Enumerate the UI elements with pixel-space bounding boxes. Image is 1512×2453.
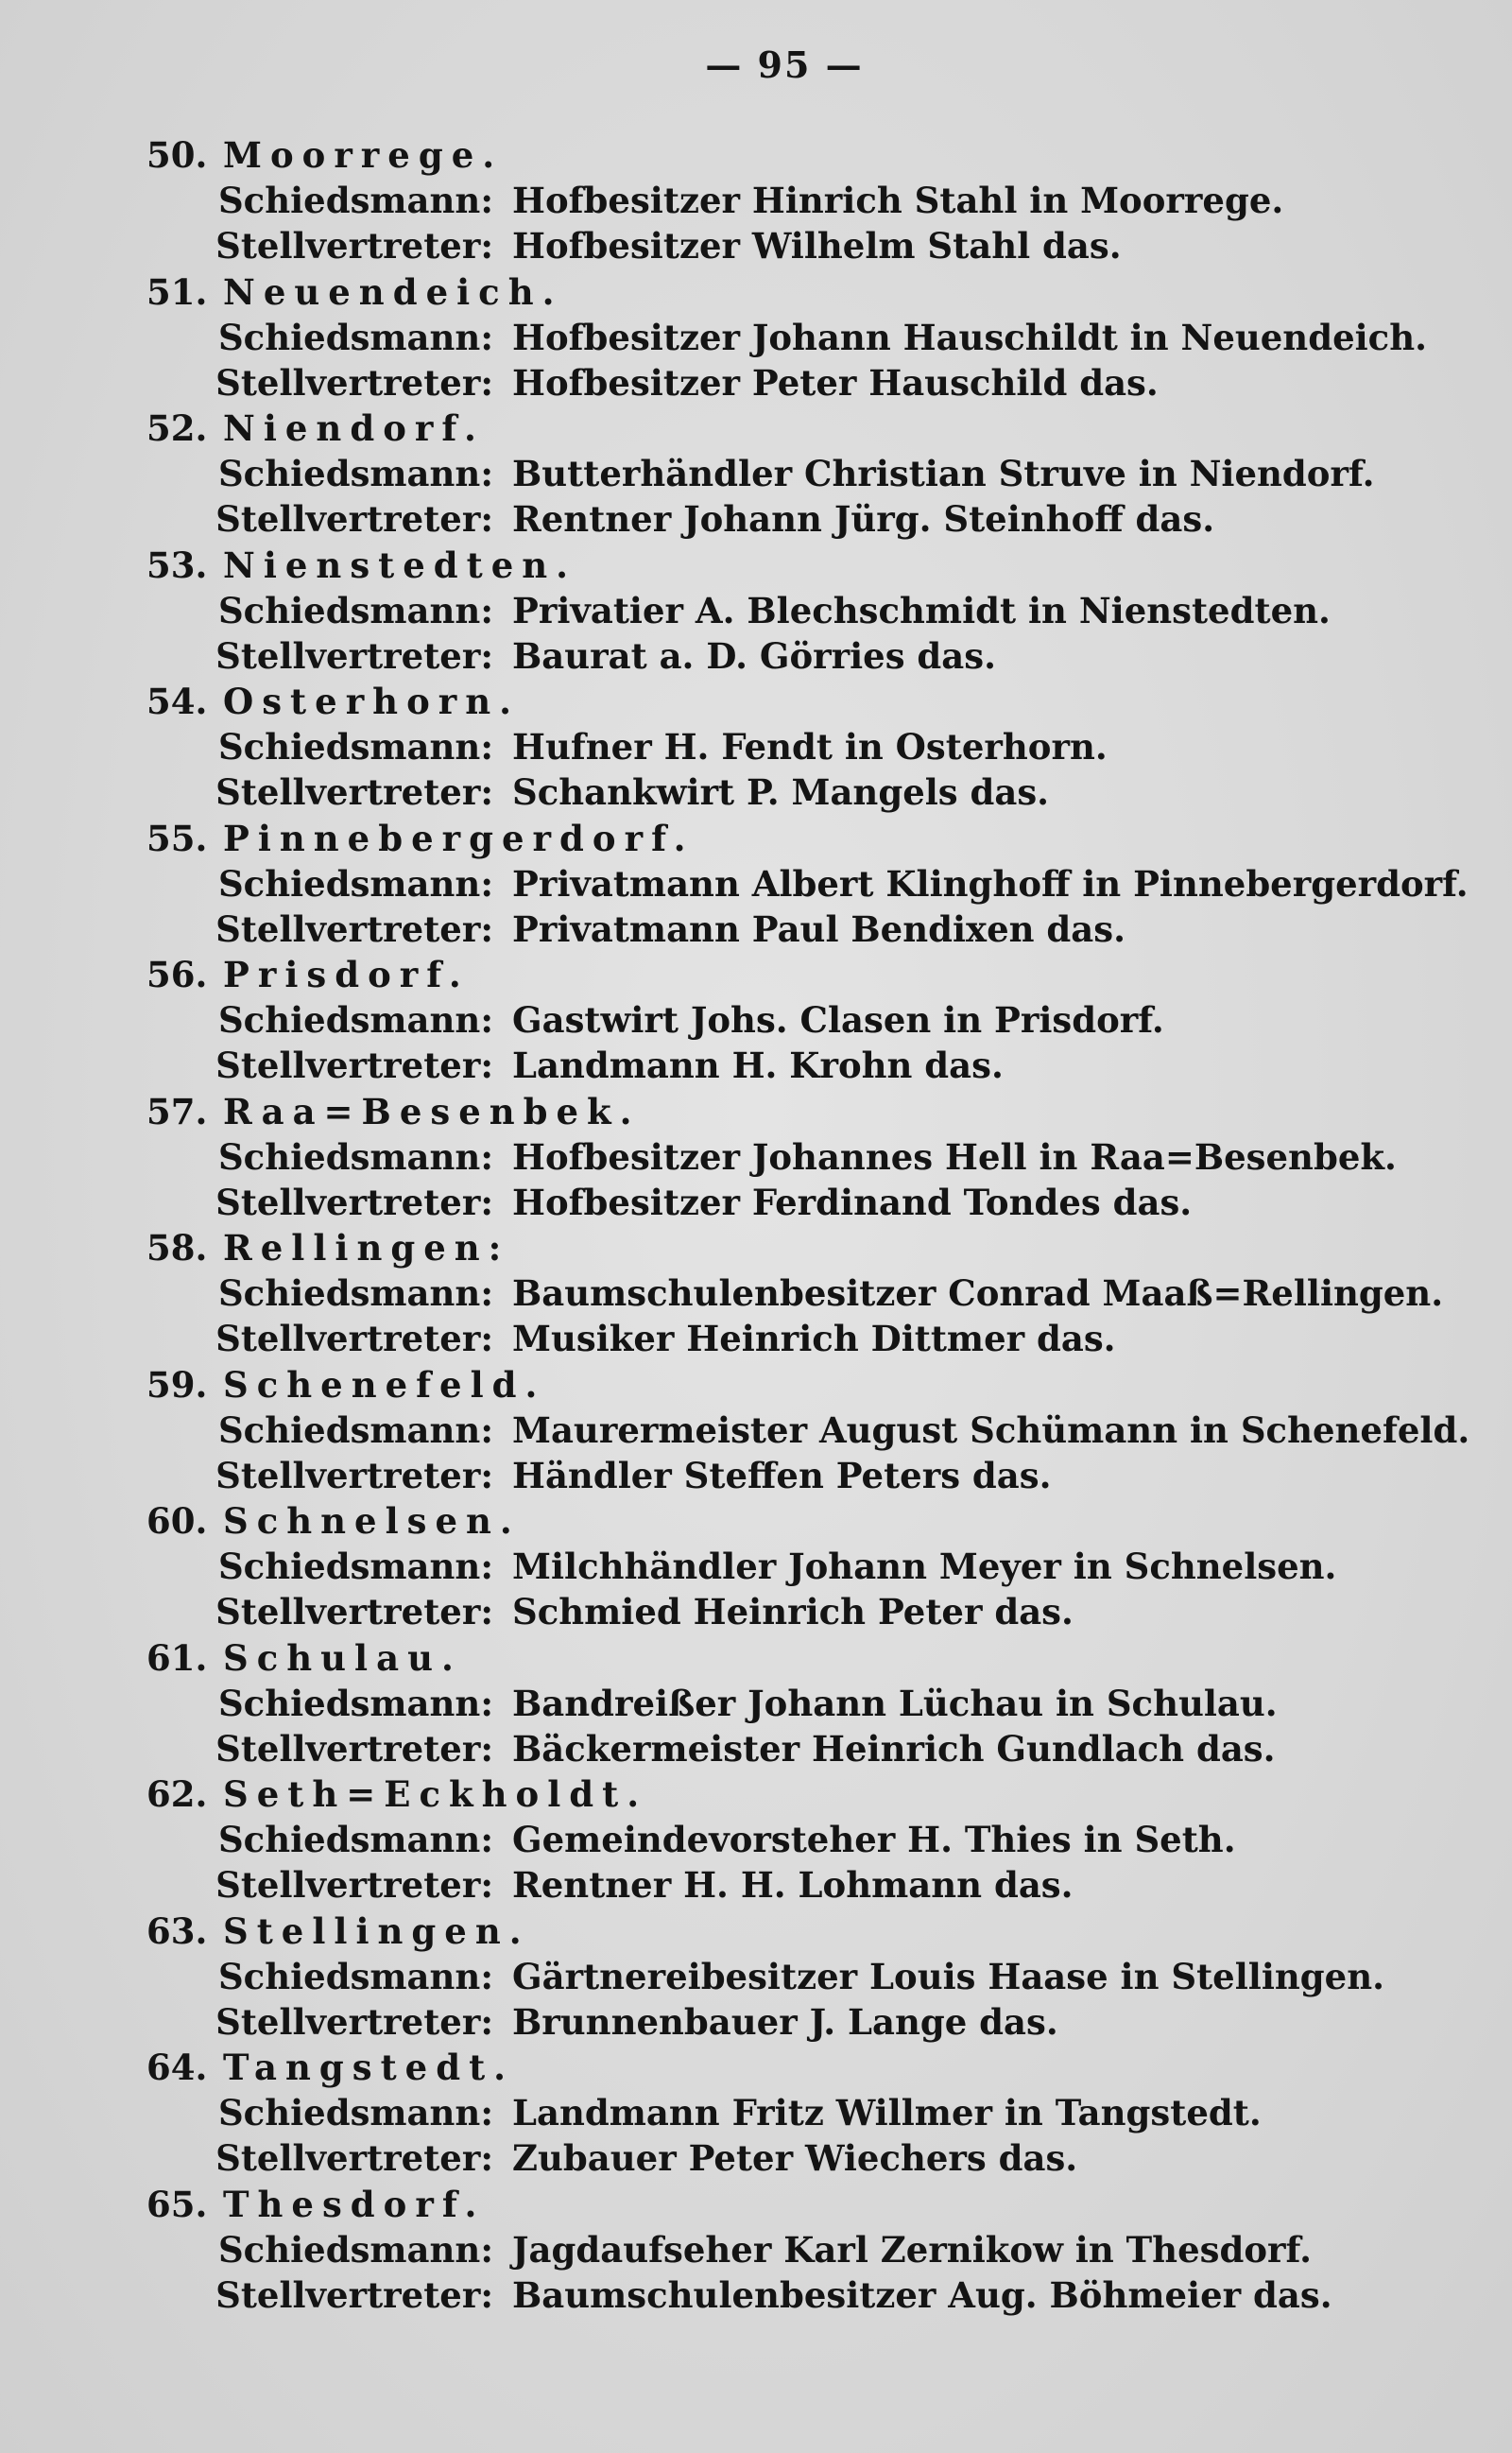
stellvertreter-label: Stellvertreter: [215, 2273, 493, 2316]
stellvertreter-name: Händler Steffen Peters das. [512, 1454, 1052, 1496]
stellvertreter-label: Stellvertreter: [215, 361, 493, 404]
place-name: Stellingen. [223, 1909, 530, 1952]
list-item [0, 1225, 1512, 1362]
schiedsmann-line [0, 861, 1512, 907]
place-name: Osterhorn. [223, 681, 521, 722]
stellvertreter-line [0, 633, 1512, 679]
stellvertreter-line [0, 2272, 1512, 2318]
schiedsmann-label: Schiedsmann: [217, 453, 493, 494]
stellvertreter-name: Hofbesitzer Peter Hauschild das. [512, 361, 1159, 404]
schiedsmann-name: Butterhändler Christian Struve in Niendorf. [512, 453, 1375, 494]
stellvertreter-name: Rentner Johann Jürg. Steinhoff das. [512, 498, 1215, 540]
schiedsmann-line [0, 451, 1512, 496]
schiedsmann-label: Schiedsmann: [217, 589, 493, 631]
entry-heading [0, 1225, 1512, 1270]
entry-number: 58. [146, 1227, 208, 1269]
schiedsmann-label: Schiedsmann: [217, 1408, 493, 1451]
entry-heading [0, 543, 1512, 588]
stellvertreter-line [0, 1999, 1512, 2045]
schiedsmann-label: Schiedsmann: [217, 1135, 493, 1178]
stellvertreter-label: Stellvertreter: [215, 1045, 493, 1086]
list-item [0, 952, 1512, 1089]
entry-heading [0, 679, 1512, 724]
entry-number: 52. [146, 407, 208, 449]
schiedsmann-line [0, 724, 1512, 769]
schiedsmann-name: Milchhändler Johann Meyer in Schnelsen. [512, 1546, 1337, 1587]
schiedsmann-label: Schiedsmann: [217, 862, 493, 905]
stellvertreter-name: Hofbesitzer Ferdinand Tondes das. [512, 1181, 1193, 1223]
entry-heading [0, 1635, 1512, 1681]
schiedsmann-name: Gärtnereibesitzer Louis Haase in Stellingen. [512, 1955, 1384, 1997]
stellvertreter-line [0, 769, 1512, 815]
list-item [0, 406, 1512, 543]
schiedsmann-line [0, 2090, 1512, 2135]
place-name: Nienstedten. [223, 544, 577, 586]
stellvertreter-label: Stellvertreter: [215, 907, 493, 950]
schiedsmann-line [0, 1134, 1512, 1180]
stellvertreter-label: Stellvertreter: [215, 1591, 493, 1632]
stellvertreter-line [0, 1726, 1512, 1771]
schiedsmann-label: Schiedsmann: [217, 1955, 493, 1997]
schiedsmann-line [0, 1681, 1512, 1726]
stellvertreter-label: Stellvertreter: [215, 2000, 493, 2043]
schiedsmann-label: Schiedsmann: [217, 316, 493, 358]
entry-number: 65. [146, 2183, 208, 2225]
entry-heading [0, 1771, 1512, 1817]
stellvertreter-name: Zubauer Peter Wiechers das. [512, 2137, 1078, 2179]
schiedsmann-line [0, 1408, 1512, 1453]
entry-number: 54. [146, 681, 208, 722]
list-item [0, 816, 1512, 953]
list-item [0, 1089, 1512, 1226]
entry-heading [0, 2182, 1512, 2227]
list-item [0, 1909, 1512, 2046]
place-name: Pinnebergerdorf. [223, 817, 695, 859]
entry-heading [0, 269, 1512, 315]
place-name: Schulau. [223, 1636, 462, 1679]
stellvertreter-name: Schankwirt P. Mangels das. [512, 771, 1050, 813]
list-item [0, 1362, 1512, 1499]
entry-heading [0, 406, 1512, 451]
schiedsmann-line [0, 997, 1512, 1043]
entry-heading [0, 1089, 1512, 1134]
stellvertreter-line [0, 1316, 1512, 1361]
stellvertreter-label: Stellvertreter: [215, 1318, 493, 1359]
schiedsmann-name: Jagdaufseher Karl Zernikow in Thesdorf. [512, 2228, 1312, 2271]
list-item [0, 269, 1512, 406]
entry-number: 57. [146, 1090, 208, 1132]
place-name: Raa=Besenbek. [223, 1090, 641, 1132]
stellvertreter-label: Stellvertreter: [215, 634, 493, 677]
stellvertreter-line [0, 907, 1512, 952]
stellvertreter-label: Stellvertreter: [215, 1454, 493, 1496]
entry-heading [0, 1909, 1512, 1954]
entry-list [0, 132, 1512, 2318]
list-item [0, 2045, 1512, 2182]
schiedsmann-line [0, 178, 1512, 223]
entry-number: 53. [146, 544, 208, 586]
list-item [0, 132, 1512, 269]
entry-number: 62. [146, 1773, 208, 1815]
schiedsmann-name: Hufner H. Fendt in Osterhorn. [512, 726, 1108, 768]
stellvertreter-name: Hofbesitzer Wilhelm Stahl das. [512, 225, 1122, 267]
place-name: Tangstedt. [223, 2047, 515, 2088]
stellvertreter-label: Stellvertreter: [215, 1181, 493, 1223]
stellvertreter-line [0, 2135, 1512, 2181]
entry-heading [0, 952, 1512, 997]
stellvertreter-label: Stellvertreter: [215, 771, 493, 813]
stellvertreter-line [0, 1589, 1512, 1634]
schiedsmann-label: Schiedsmann: [217, 726, 493, 768]
schiedsmann-name: Hofbesitzer Johannes Hell in Raa=Besenbek. [512, 1135, 1397, 1178]
stellvertreter-line [0, 360, 1512, 406]
place-name: Seth=Eckholdt. [223, 1773, 648, 1815]
schiedsmann-name: Privatier A. Blechschmidt in Nienstedten. [512, 589, 1331, 631]
schiedsmann-label: Schiedsmann: [217, 180, 493, 221]
entry-number: 63. [146, 1909, 208, 1952]
schiedsmann-line [0, 1270, 1512, 1316]
stellvertreter-name: Musiker Heinrich Dittmer das. [512, 1318, 1116, 1359]
entry-heading [0, 2045, 1512, 2090]
stellvertreter-name: Rentner H. H. Lohmann das. [512, 1864, 1074, 1906]
entry-number: 55. [146, 817, 208, 859]
schiedsmann-label: Schiedsmann: [217, 1819, 493, 1860]
place-name: Moorrege. [223, 134, 504, 176]
stellvertreter-label: Stellvertreter: [215, 498, 493, 540]
entry-number: 60. [146, 1500, 208, 1542]
schiedsmann-label: Schiedsmann: [217, 2092, 493, 2133]
schiedsmann-label: Schiedsmann: [217, 2228, 493, 2271]
list-item [0, 2182, 1512, 2319]
entry-heading [0, 1362, 1512, 1408]
stellvertreter-name: Schmied Heinrich Peter das. [512, 1591, 1074, 1632]
list-item [0, 543, 1512, 680]
stellvertreter-name: Landmann H. Krohn das. [512, 1045, 1004, 1086]
entry-number: 59. [146, 1363, 208, 1406]
stellvertreter-name: Baumschulenbesitzer Aug. Böhmeier das. [512, 2273, 1332, 2316]
stellvertreter-line [0, 1043, 1512, 1088]
schiedsmann-name: Maurermeister August Schümann in Schenefeld. [512, 1408, 1470, 1451]
list-item [0, 679, 1512, 816]
place-name: Niendorf. [223, 407, 485, 449]
stellvertreter-label: Stellvertreter: [215, 225, 493, 267]
stellvertreter-label: Stellvertreter: [215, 2137, 493, 2179]
stellvertreter-name: Brunnenbauer J. Lange das. [512, 2000, 1058, 2043]
schiedsmann-label: Schiedsmann: [217, 999, 493, 1041]
place-name: Schenefeld. [223, 1363, 546, 1406]
place-name: Thesdorf. [223, 2183, 486, 2225]
schiedsmann-name: Landmann Fritz Willmer in Tangstedt. [512, 2092, 1262, 2133]
stellvertreter-name: Privatmann Paul Bendixen das. [512, 907, 1125, 950]
schiedsmann-line [0, 2227, 1512, 2272]
schiedsmann-label: Schiedsmann: [217, 1682, 493, 1724]
schiedsmann-line [0, 315, 1512, 360]
entry-heading [0, 1498, 1512, 1544]
schiedsmann-name: Privatmann Albert Klinghoff in Pinnebergerdorf. [512, 862, 1469, 905]
entry-heading [0, 132, 1512, 178]
schiedsmann-name: Hofbesitzer Johann Hauschildt in Neuendeich. [512, 316, 1427, 358]
stellvertreter-name: Bäckermeister Heinrich Gundlach das. [512, 1727, 1276, 1770]
stellvertreter-name: Baurat a. D. Görries das. [512, 634, 996, 677]
stellvertreter-line [0, 1180, 1512, 1225]
stellvertreter-line [0, 1862, 1512, 1908]
schiedsmann-name: Gemeindevorsteher H. Thies in Seth. [512, 1819, 1236, 1860]
place-name: Prisdorf. [223, 954, 470, 995]
schiedsmann-name: Bandreißer Johann Lüchau in Schulau. [512, 1682, 1278, 1724]
schiedsmann-label: Schiedsmann: [217, 1546, 493, 1587]
entry-heading [0, 816, 1512, 861]
entry-number: 51. [146, 270, 208, 313]
entry-number: 61. [146, 1636, 208, 1679]
entry-number: 50. [146, 134, 208, 176]
schiedsmann-name: Baumschulenbesitzer Conrad Maaß=Rellingen. [512, 1272, 1444, 1314]
entry-number: 64. [146, 2047, 208, 2088]
stellvertreter-label: Stellvertreter: [215, 1727, 493, 1770]
list-item [0, 1635, 1512, 1772]
list-item [0, 1771, 1512, 1909]
schiedsmann-name: Hofbesitzer Hinrich Stahl in Moorrege. [512, 180, 1284, 221]
stellvertreter-label: Stellvertreter: [215, 1864, 493, 1906]
place-name: Rellingen: [223, 1227, 510, 1269]
schiedsmann-line [0, 1544, 1512, 1589]
stellvertreter-line [0, 496, 1512, 542]
schiedsmann-label: Schiedsmann: [217, 1272, 493, 1314]
place-name: Neuendeich. [223, 270, 563, 313]
schiedsmann-name: Gastwirt Johs. Clasen in Prisdorf. [512, 999, 1164, 1041]
schiedsmann-line [0, 1817, 1512, 1862]
schiedsmann-line [0, 588, 1512, 633]
stellvertreter-line [0, 1453, 1512, 1498]
page-number: — 95 — [705, 43, 864, 86]
place-name: Schnelsen. [223, 1500, 521, 1542]
list-item [0, 1498, 1512, 1635]
schiedsmann-line [0, 1954, 1512, 1999]
entry-number: 56. [146, 954, 208, 995]
stellvertreter-line [0, 223, 1512, 268]
